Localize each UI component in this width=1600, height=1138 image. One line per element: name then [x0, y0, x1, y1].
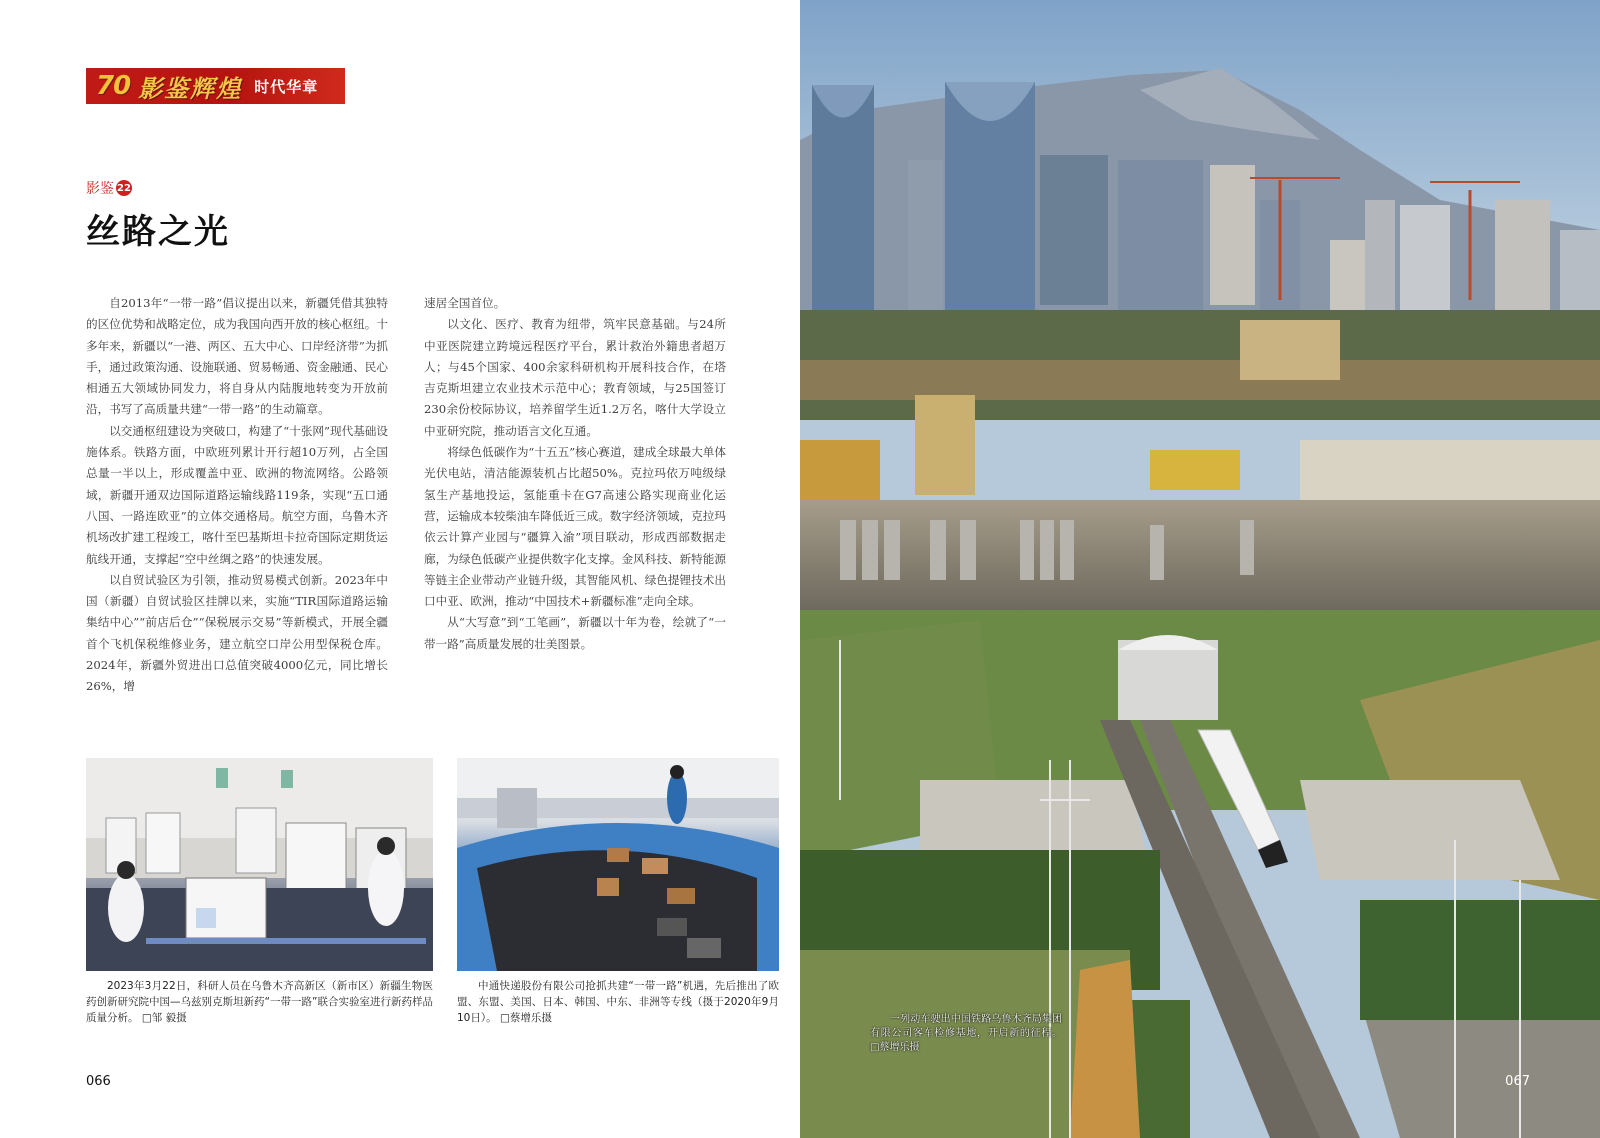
series-label: 影鉴 [86, 181, 114, 197]
train-photo-caption: 一列动车驶出中国铁路乌鲁木齐局集团有限公司客车检修基地，开启新的征程。 □蔡增乐摄 [870, 1014, 1062, 1053]
body-column-1 [86, 293, 388, 698]
column-logo-calligraphy: 影鉴辉煌 [138, 73, 243, 103]
body-column-2 [424, 293, 726, 655]
logistics-photo-caption: 中通快递股份有限公司抢抓共建“一带一路”机遇，先后推出了欧盟、东盟、美国、日本、韩国、中东、非洲等专线（摄于2020年9月10日）。 □蔡增乐摄 [457, 980, 779, 1024]
paragraph: 从“大写意”到“工笔画”，新疆以十年为卷，绘就了“一带一路”高质量发展的壮美图景。 [424, 615, 726, 651]
paragraph: 以文化、医疗、教育为纽带，筑牢民意基础。与24所中亚医院建立跨境远程医疗平台，累计救治外籍患者超万人；与45个国家、400余家科研机构开展科技合作，在塔吉克斯坦建立农业技术示范中心；教育领域，与25国签订230余份校际协议，培养留学生近1.2万名，喀什大学设立中亚研究院，推动语言文化互通。 [424, 317, 726, 438]
series-kicker [86, 178, 132, 198]
anniversary-logo: 70 [96, 71, 131, 101]
column-name: 时代华章 [254, 77, 319, 96]
article-title: 丝路之光 [86, 212, 230, 252]
lab-photo-illustration [86, 758, 433, 971]
paragraph: 以交通枢纽建设为突破口，构建了“十张网”现代基础设施体系。铁路方面，中欧班列累计开行超10万列，占全国总量一半以上，形成覆盖中亚、欧洲的物流网络。公路领域，新疆开通双边国际道路运输线路119条，实现“五口通八国、一路连欧亚”的立体交通格局。航空方面，乌鲁木齐机场改扩建工程竣工，喀什至巴基斯坦卡拉奇国际定期货运航线开通，支撑起“空中丝绸之路”的快速发展。 [86, 423, 388, 566]
page-number-left: 066 [86, 1074, 111, 1089]
column-banner [86, 68, 345, 104]
page-number-right: 067 [1505, 1074, 1530, 1089]
lab-photo-caption: 2023年3月22日，科研人员在乌鲁木齐高新区（新市区）新疆生物医药创新研究院中国—乌兹别克斯坦新药“一带一路”联合实验室进行新药样品质量分析。 □邹 毅摄 [86, 980, 433, 1024]
paragraph: 自2013年“一带一路”倡议提出以来，新疆凭借其独特的区位优势和战略定位，成为我国向西开放的核心枢纽。十多年来，新疆以“一港、两区、五大中心、口岸经济带”为抓手，通过政策沟通、设施联通、贸易畅通、资金融通、民心相通五大领域协同发力，将自身从内陆腹地转变为开放前沿，书写了高质量共建“一带一路”的生动篇章。 [86, 296, 388, 417]
logistics-photo-illustration [457, 758, 779, 971]
right-page-photo [800, 0, 1600, 1138]
railway-city-photo [800, 0, 1600, 1138]
paragraph-continuation: 速居全国首位。 [424, 296, 506, 310]
series-number-badge: 22 [116, 180, 132, 196]
lab-photo [86, 758, 433, 971]
paragraph: 以自贸试验区为引领，推动贸易模式创新。2023年中国（新疆）自贸试验区挂牌以来，实施“TIR国际道路运输集结中心”“前店后仓”“保税展示交易”等新模式，开展全疆首个飞机保税维修业务，建立航空口岸公用型保税仓库。2024年，新疆外贸进出口总值突破4000亿元，同比增长26%，增 [86, 572, 388, 694]
logistics-photo [457, 758, 779, 971]
paragraph: 将绿色低碳作为“十五五”核心赛道，建成全球最大单体光伏电站，清洁能源装机占比超50%。克拉玛依万吨级绿氢生产基地投运，氢能重卡在G7高速公路实现商业化运营，运输成本较柴油车降低近三成。数字经济领域，克拉玛依云计算产业园与“疆算入渝”项目联动，形成西部数据走廊，为绿色低碳产业提供数字化支撑。金风科技、新特能源等链主企业带动产业链升级，其智能风机、绿色提锂技术出口中亚、欧洲，推动“中国技术+新疆标准”走向全球。 [424, 445, 726, 609]
